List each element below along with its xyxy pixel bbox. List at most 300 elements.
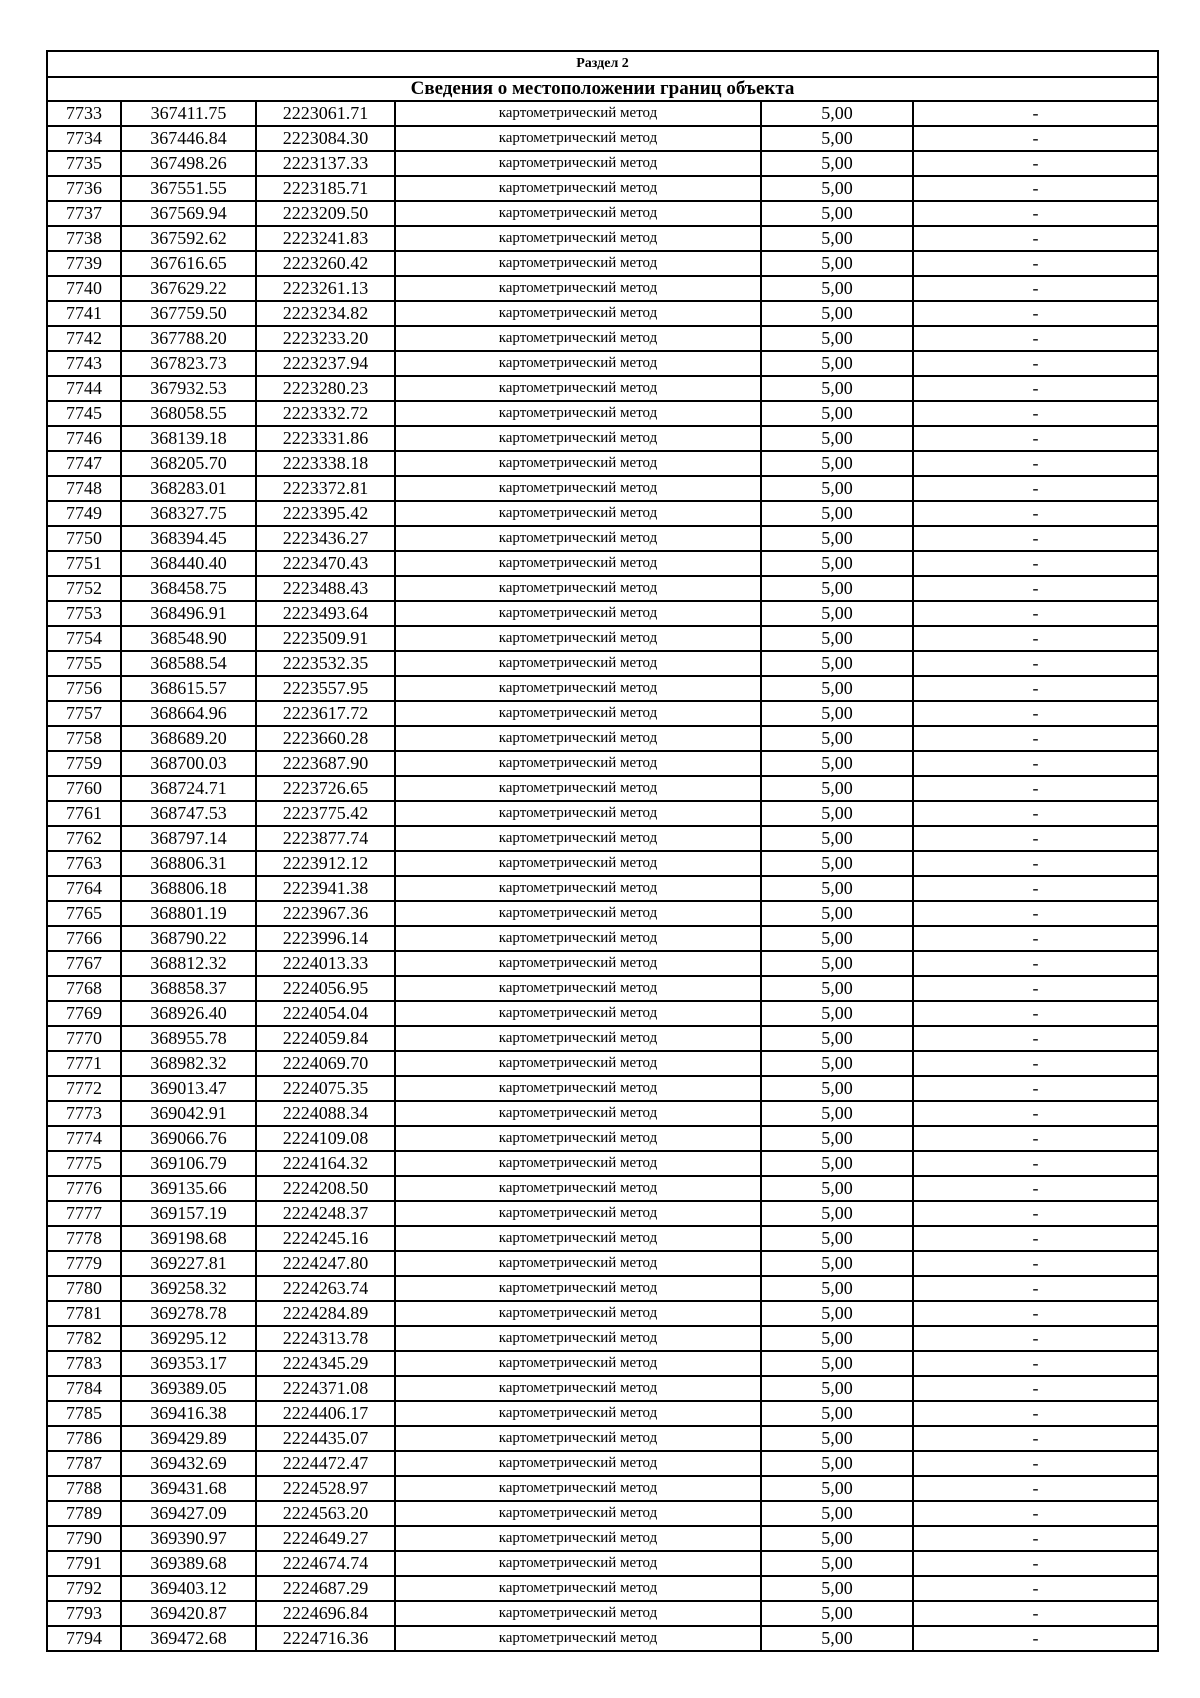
- method-cell: картометрический метод: [395, 176, 761, 201]
- method-cell: картометрический метод: [395, 226, 761, 251]
- x-coordinate-cell: 368806.18: [121, 876, 256, 901]
- x-coordinate-cell: 368327.75: [121, 501, 256, 526]
- point-number-cell: 7792: [47, 1576, 121, 1601]
- boundary-coordinates-table: [46, 50, 1159, 1652]
- description-cell: -: [913, 1576, 1158, 1601]
- y-coordinate-cell: 2224563.20: [256, 1501, 395, 1526]
- table-row: [47, 1426, 1158, 1451]
- x-coordinate-cell: 367823.73: [121, 351, 256, 376]
- description-cell: -: [913, 451, 1158, 476]
- x-coordinate-cell: 369135.66: [121, 1176, 256, 1201]
- x-coordinate-cell: 367411.75: [121, 101, 256, 126]
- accuracy-cell: 5,00: [761, 1301, 913, 1326]
- description-cell: -: [913, 876, 1158, 901]
- accuracy-cell: 5,00: [761, 426, 913, 451]
- point-number-cell: 7751: [47, 551, 121, 576]
- accuracy-cell: 5,00: [761, 1426, 913, 1451]
- description-cell: -: [913, 1401, 1158, 1426]
- x-coordinate-cell: 368858.37: [121, 976, 256, 1001]
- point-number-cell: 7774: [47, 1126, 121, 1151]
- point-number-cell: 7746: [47, 426, 121, 451]
- table-row: [47, 401, 1158, 426]
- description-cell: -: [913, 1376, 1158, 1401]
- method-cell: картометрический метод: [395, 1251, 761, 1276]
- description-cell: -: [913, 1051, 1158, 1076]
- table-row: [47, 1626, 1158, 1651]
- accuracy-cell: 5,00: [761, 326, 913, 351]
- description-cell: -: [913, 226, 1158, 251]
- accuracy-cell: 5,00: [761, 676, 913, 701]
- accuracy-cell: 5,00: [761, 1326, 913, 1351]
- point-number-cell: 7759: [47, 751, 121, 776]
- x-coordinate-cell: 369420.87: [121, 1601, 256, 1626]
- point-number-cell: 7749: [47, 501, 121, 526]
- accuracy-cell: 5,00: [761, 1601, 913, 1626]
- y-coordinate-cell: 2223726.65: [256, 776, 395, 801]
- point-number-cell: 7764: [47, 876, 121, 901]
- table-subtitle: Сведения о местоположении границ объекта: [47, 77, 1158, 101]
- table-row: [47, 1576, 1158, 1601]
- accuracy-cell: 5,00: [761, 801, 913, 826]
- y-coordinate-cell: 2224013.33: [256, 951, 395, 976]
- method-cell: картометрический метод: [395, 1501, 761, 1526]
- point-number-cell: 7760: [47, 776, 121, 801]
- point-number-cell: 7771: [47, 1051, 121, 1076]
- y-coordinate-cell: 2223687.90: [256, 751, 395, 776]
- point-number-cell: 7741: [47, 301, 121, 326]
- table-row: [47, 1126, 1158, 1151]
- y-coordinate-cell: 2223209.50: [256, 201, 395, 226]
- y-coordinate-cell: 2223395.42: [256, 501, 395, 526]
- method-cell: картометрический метод: [395, 426, 761, 451]
- x-coordinate-cell: 368458.75: [121, 576, 256, 601]
- accuracy-cell: 5,00: [761, 201, 913, 226]
- x-coordinate-cell: 368058.55: [121, 401, 256, 426]
- point-number-cell: 7765: [47, 901, 121, 926]
- method-cell: картометрический метод: [395, 201, 761, 226]
- description-cell: -: [913, 1351, 1158, 1376]
- y-coordinate-cell: 2224069.70: [256, 1051, 395, 1076]
- point-number-cell: 7767: [47, 951, 121, 976]
- description-cell: -: [913, 426, 1158, 451]
- accuracy-cell: 5,00: [761, 876, 913, 901]
- method-cell: картометрический метод: [395, 926, 761, 951]
- point-number-cell: 7738: [47, 226, 121, 251]
- accuracy-cell: 5,00: [761, 751, 913, 776]
- point-number-cell: 7754: [47, 626, 121, 651]
- accuracy-cell: 5,00: [761, 1451, 913, 1476]
- x-coordinate-cell: 369013.47: [121, 1076, 256, 1101]
- description-cell: -: [913, 801, 1158, 826]
- table-row: [47, 1351, 1158, 1376]
- y-coordinate-cell: 2223061.71: [256, 101, 395, 126]
- y-coordinate-cell: 2224059.84: [256, 1026, 395, 1051]
- method-cell: картометрический метод: [395, 701, 761, 726]
- y-coordinate-cell: 2223877.74: [256, 826, 395, 851]
- method-cell: картометрический метод: [395, 951, 761, 976]
- x-coordinate-cell: 369403.12: [121, 1576, 256, 1601]
- table-row: [47, 1251, 1158, 1276]
- y-coordinate-cell: 2223436.27: [256, 526, 395, 551]
- description-cell: -: [913, 351, 1158, 376]
- point-number-cell: 7739: [47, 251, 121, 276]
- table-row: [47, 901, 1158, 926]
- x-coordinate-cell: 367569.94: [121, 201, 256, 226]
- description-cell: -: [913, 376, 1158, 401]
- x-coordinate-cell: 367592.62: [121, 226, 256, 251]
- accuracy-cell: 5,00: [761, 276, 913, 301]
- point-number-cell: 7744: [47, 376, 121, 401]
- method-cell: картометрический метод: [395, 576, 761, 601]
- point-number-cell: 7786: [47, 1426, 121, 1451]
- y-coordinate-cell: 2223261.13: [256, 276, 395, 301]
- description-cell: -: [913, 1151, 1158, 1176]
- point-number-cell: 7762: [47, 826, 121, 851]
- y-coordinate-cell: 2224208.50: [256, 1176, 395, 1201]
- table-row: [47, 1201, 1158, 1226]
- y-coordinate-cell: 2224371.08: [256, 1376, 395, 1401]
- y-coordinate-cell: 2224056.95: [256, 976, 395, 1001]
- x-coordinate-cell: 368806.31: [121, 851, 256, 876]
- table-row: [47, 826, 1158, 851]
- method-cell: картометрический метод: [395, 601, 761, 626]
- description-cell: -: [913, 1101, 1158, 1126]
- description-cell: -: [913, 1301, 1158, 1326]
- description-cell: -: [913, 276, 1158, 301]
- table-row: [47, 1026, 1158, 1051]
- point-number-cell: 7775: [47, 1151, 121, 1176]
- description-cell: -: [913, 976, 1158, 1001]
- table-row: [47, 1301, 1158, 1326]
- y-coordinate-cell: 2224345.29: [256, 1351, 395, 1376]
- method-cell: картометрический метод: [395, 826, 761, 851]
- table-row: [47, 1401, 1158, 1426]
- description-cell: -: [913, 1501, 1158, 1526]
- x-coordinate-cell: 369066.76: [121, 1126, 256, 1151]
- point-number-cell: 7790: [47, 1526, 121, 1551]
- description-cell: -: [913, 1176, 1158, 1201]
- y-coordinate-cell: 2224313.78: [256, 1326, 395, 1351]
- table-row: [47, 1101, 1158, 1126]
- table-row: [47, 151, 1158, 176]
- table-row: [47, 476, 1158, 501]
- y-coordinate-cell: 2223372.81: [256, 476, 395, 501]
- accuracy-cell: 5,00: [761, 651, 913, 676]
- y-coordinate-cell: 2223338.18: [256, 451, 395, 476]
- table-row: [47, 101, 1158, 126]
- table-row: [47, 1076, 1158, 1101]
- accuracy-cell: 5,00: [761, 451, 913, 476]
- y-coordinate-cell: 2224263.74: [256, 1276, 395, 1301]
- y-coordinate-cell: 2224472.47: [256, 1451, 395, 1476]
- y-coordinate-cell: 2223557.95: [256, 676, 395, 701]
- method-cell: картометрический метод: [395, 501, 761, 526]
- point-number-cell: 7783: [47, 1351, 121, 1376]
- description-cell: -: [913, 651, 1158, 676]
- accuracy-cell: 5,00: [761, 1251, 913, 1276]
- method-cell: картометрический метод: [395, 476, 761, 501]
- method-cell: картометрический метод: [395, 851, 761, 876]
- point-number-cell: 7773: [47, 1101, 121, 1126]
- point-number-cell: 7735: [47, 151, 121, 176]
- description-cell: -: [913, 1426, 1158, 1451]
- description-cell: -: [913, 301, 1158, 326]
- accuracy-cell: 5,00: [761, 1201, 913, 1226]
- x-coordinate-cell: 368283.01: [121, 476, 256, 501]
- accuracy-cell: 5,00: [761, 726, 913, 751]
- description-cell: -: [913, 1451, 1158, 1476]
- method-cell: картометрический метод: [395, 326, 761, 351]
- y-coordinate-cell: 2224109.08: [256, 1126, 395, 1151]
- y-coordinate-cell: 2223996.14: [256, 926, 395, 951]
- table-row: [47, 226, 1158, 251]
- y-coordinate-cell: 2224528.97: [256, 1476, 395, 1501]
- description-cell: -: [913, 526, 1158, 551]
- y-coordinate-cell: 2223967.36: [256, 901, 395, 926]
- table-row: [47, 1226, 1158, 1251]
- accuracy-cell: 5,00: [761, 1501, 913, 1526]
- method-cell: картометрический метод: [395, 1351, 761, 1376]
- method-cell: картометрический метод: [395, 1626, 761, 1651]
- point-number-cell: 7780: [47, 1276, 121, 1301]
- method-cell: картометрический метод: [395, 1526, 761, 1551]
- description-cell: -: [913, 676, 1158, 701]
- accuracy-cell: 5,00: [761, 1526, 913, 1551]
- accuracy-cell: 5,00: [761, 1076, 913, 1101]
- x-coordinate-cell: 369198.68: [121, 1226, 256, 1251]
- method-cell: картометрический метод: [395, 651, 761, 676]
- description-cell: -: [913, 776, 1158, 801]
- description-cell: -: [913, 851, 1158, 876]
- point-number-cell: 7794: [47, 1626, 121, 1651]
- x-coordinate-cell: 369427.09: [121, 1501, 256, 1526]
- x-coordinate-cell: 368797.14: [121, 826, 256, 851]
- accuracy-cell: 5,00: [761, 1026, 913, 1051]
- method-cell: картометрический метод: [395, 776, 761, 801]
- x-coordinate-cell: 367446.84: [121, 126, 256, 151]
- point-number-cell: 7748: [47, 476, 121, 501]
- description-cell: -: [913, 576, 1158, 601]
- table-row: [47, 1451, 1158, 1476]
- table-row: [47, 1051, 1158, 1076]
- point-number-cell: 7763: [47, 851, 121, 876]
- method-cell: картометрический метод: [395, 451, 761, 476]
- x-coordinate-cell: 369295.12: [121, 1326, 256, 1351]
- y-coordinate-cell: 2223234.82: [256, 301, 395, 326]
- description-cell: -: [913, 626, 1158, 651]
- accuracy-cell: 5,00: [761, 951, 913, 976]
- accuracy-cell: 5,00: [761, 301, 913, 326]
- description-cell: -: [913, 1526, 1158, 1551]
- x-coordinate-cell: 368700.03: [121, 751, 256, 776]
- point-number-cell: 7757: [47, 701, 121, 726]
- x-coordinate-cell: 367932.53: [121, 376, 256, 401]
- table-row: [47, 1326, 1158, 1351]
- point-number-cell: 7737: [47, 201, 121, 226]
- x-coordinate-cell: 369258.32: [121, 1276, 256, 1301]
- y-coordinate-cell: 2223532.35: [256, 651, 395, 676]
- y-coordinate-cell: 2223084.30: [256, 126, 395, 151]
- y-coordinate-cell: 2224088.34: [256, 1101, 395, 1126]
- table-row: [47, 176, 1158, 201]
- x-coordinate-cell: 368801.19: [121, 901, 256, 926]
- point-number-cell: 7791: [47, 1551, 121, 1576]
- y-coordinate-cell: 2224687.29: [256, 1576, 395, 1601]
- y-coordinate-cell: 2224716.36: [256, 1626, 395, 1651]
- method-cell: картометрический метод: [395, 1026, 761, 1051]
- x-coordinate-cell: 369278.78: [121, 1301, 256, 1326]
- point-number-cell: 7750: [47, 526, 121, 551]
- description-cell: -: [913, 251, 1158, 276]
- method-cell: картометрический метод: [395, 1276, 761, 1301]
- y-coordinate-cell: 2223241.83: [256, 226, 395, 251]
- coordinates-document: [46, 50, 1157, 1652]
- point-number-cell: 7770: [47, 1026, 121, 1051]
- accuracy-cell: 5,00: [761, 1376, 913, 1401]
- accuracy-cell: 5,00: [761, 526, 913, 551]
- table-row: [47, 926, 1158, 951]
- accuracy-cell: 5,00: [761, 601, 913, 626]
- y-coordinate-cell: 2223470.43: [256, 551, 395, 576]
- x-coordinate-cell: 369472.68: [121, 1626, 256, 1651]
- accuracy-cell: 5,00: [761, 351, 913, 376]
- point-number-cell: 7772: [47, 1076, 121, 1101]
- y-coordinate-cell: 2224247.80: [256, 1251, 395, 1276]
- accuracy-cell: 5,00: [761, 576, 913, 601]
- method-cell: картометрический метод: [395, 1076, 761, 1101]
- table-row: [47, 1176, 1158, 1201]
- description-cell: -: [913, 501, 1158, 526]
- y-coordinate-cell: 2224284.89: [256, 1301, 395, 1326]
- accuracy-cell: 5,00: [761, 1176, 913, 1201]
- table-body: [47, 101, 1158, 1651]
- point-number-cell: 7785: [47, 1401, 121, 1426]
- table-row: [47, 951, 1158, 976]
- table-row: [47, 251, 1158, 276]
- table-row: [47, 626, 1158, 651]
- table-row: [47, 351, 1158, 376]
- x-coordinate-cell: 368664.96: [121, 701, 256, 726]
- table-row: [47, 701, 1158, 726]
- accuracy-cell: 5,00: [761, 251, 913, 276]
- method-cell: картометрический метод: [395, 901, 761, 926]
- x-coordinate-cell: 368812.32: [121, 951, 256, 976]
- method-cell: картометрический метод: [395, 1601, 761, 1626]
- description-cell: -: [913, 826, 1158, 851]
- accuracy-cell: 5,00: [761, 151, 913, 176]
- method-cell: картометрический метод: [395, 401, 761, 426]
- x-coordinate-cell: 368496.91: [121, 601, 256, 626]
- accuracy-cell: 5,00: [761, 901, 913, 926]
- table-row: [47, 726, 1158, 751]
- point-number-cell: 7777: [47, 1201, 121, 1226]
- table-row: [47, 776, 1158, 801]
- y-coordinate-cell: 2223775.42: [256, 801, 395, 826]
- accuracy-cell: 5,00: [761, 1626, 913, 1651]
- point-number-cell: 7766: [47, 926, 121, 951]
- point-number-cell: 7781: [47, 1301, 121, 1326]
- method-cell: картометрический метод: [395, 1376, 761, 1401]
- description-cell: -: [913, 1251, 1158, 1276]
- y-coordinate-cell: 2223260.42: [256, 251, 395, 276]
- y-coordinate-cell: 2223488.43: [256, 576, 395, 601]
- table-row: [47, 426, 1158, 451]
- table-row: [47, 1551, 1158, 1576]
- x-coordinate-cell: 369227.81: [121, 1251, 256, 1276]
- y-coordinate-cell: 2224674.74: [256, 1551, 395, 1576]
- x-coordinate-cell: 369431.68: [121, 1476, 256, 1501]
- table-row: [47, 126, 1158, 151]
- description-cell: -: [913, 751, 1158, 776]
- description-cell: -: [913, 101, 1158, 126]
- point-number-cell: 7733: [47, 101, 121, 126]
- x-coordinate-cell: 369157.19: [121, 1201, 256, 1226]
- method-cell: картометрический метод: [395, 101, 761, 126]
- description-cell: -: [913, 176, 1158, 201]
- table-row: [47, 651, 1158, 676]
- table-row: [47, 751, 1158, 776]
- description-cell: -: [913, 326, 1158, 351]
- x-coordinate-cell: 369432.69: [121, 1451, 256, 1476]
- x-coordinate-cell: 368982.32: [121, 1051, 256, 1076]
- point-number-cell: 7776: [47, 1176, 121, 1201]
- accuracy-cell: 5,00: [761, 126, 913, 151]
- accuracy-cell: 5,00: [761, 701, 913, 726]
- method-cell: картометрический метод: [395, 376, 761, 401]
- method-cell: картометрический метод: [395, 1176, 761, 1201]
- accuracy-cell: 5,00: [761, 1476, 913, 1501]
- point-number-cell: 7743: [47, 351, 121, 376]
- x-coordinate-cell: 368205.70: [121, 451, 256, 476]
- table-row: [47, 201, 1158, 226]
- y-coordinate-cell: 2223233.20: [256, 326, 395, 351]
- accuracy-cell: 5,00: [761, 501, 913, 526]
- accuracy-cell: 5,00: [761, 926, 913, 951]
- y-coordinate-cell: 2223617.72: [256, 701, 395, 726]
- point-number-cell: 7740: [47, 276, 121, 301]
- accuracy-cell: 5,00: [761, 1051, 913, 1076]
- point-number-cell: 7761: [47, 801, 121, 826]
- description-cell: -: [913, 1026, 1158, 1051]
- table-row: [47, 551, 1158, 576]
- point-number-cell: 7747: [47, 451, 121, 476]
- x-coordinate-cell: 367629.22: [121, 276, 256, 301]
- point-number-cell: 7734: [47, 126, 121, 151]
- point-number-cell: 7793: [47, 1601, 121, 1626]
- method-cell: картометрический метод: [395, 276, 761, 301]
- accuracy-cell: 5,00: [761, 101, 913, 126]
- x-coordinate-cell: 369106.79: [121, 1151, 256, 1176]
- description-cell: -: [913, 1601, 1158, 1626]
- y-coordinate-cell: 2223660.28: [256, 726, 395, 751]
- description-cell: -: [913, 1326, 1158, 1351]
- point-number-cell: 7782: [47, 1326, 121, 1351]
- table-row: [47, 526, 1158, 551]
- y-coordinate-cell: 2223941.38: [256, 876, 395, 901]
- section-label: Раздел 2: [47, 51, 1158, 77]
- y-coordinate-cell: 2224245.16: [256, 1226, 395, 1251]
- point-number-cell: 7768: [47, 976, 121, 1001]
- x-coordinate-cell: 368548.90: [121, 626, 256, 651]
- description-cell: -: [913, 601, 1158, 626]
- accuracy-cell: 5,00: [761, 1551, 913, 1576]
- x-coordinate-cell: 369389.68: [121, 1551, 256, 1576]
- y-coordinate-cell: 2224435.07: [256, 1426, 395, 1451]
- accuracy-cell: 5,00: [761, 176, 913, 201]
- point-number-cell: 7778: [47, 1226, 121, 1251]
- y-coordinate-cell: 2223237.94: [256, 351, 395, 376]
- table-row: [47, 451, 1158, 476]
